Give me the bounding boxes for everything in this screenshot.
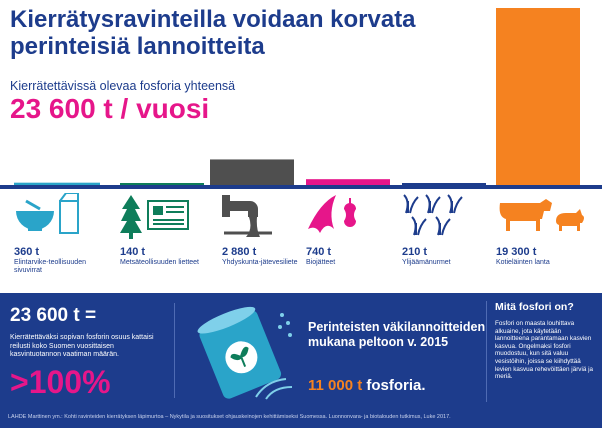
summary-description: Kierrätettäväksi sopivan fosforin osuus kattaisi reilusti koko Suomen vuosittaisen kasvintuotannon vaatiman määrän. — [10, 334, 154, 358]
total-caption: Kierrätettävissä olevaa fosforia yhteensä — [10, 79, 236, 93]
value-label: 210 t — [402, 246, 428, 258]
info-answer: Fosfori on maasta louhittava alkuaine, jota käytetään lannoitteena parantamaan kasvien kasvua. Ongelmaksi fosfori muodostuu, kun sitä valuu vesistöihin, joissa se kiihdyttää levien kasvua rehevöittäen järviä ja meriä. — [495, 320, 594, 381]
value-label: 2 880 t — [222, 246, 257, 258]
bar-chart — [0, 0, 602, 190]
source-text: LÄHDE Marttinen ym.: Kohti ravinteiden kierrätyksen läpimurtoa – Nykytila ja suositukset ohjauskeinojen kehittämiseksi Suomessa. Luonnonvara- ja biotalouden tutkimus, Luke 2017. — [8, 414, 451, 420]
tree-and-paper-icon — [120, 193, 192, 241]
summary-percent: >100% — [10, 364, 111, 400]
fertilizer-bag-icon — [186, 301, 296, 401]
amount-value: 11 000 t — [308, 377, 363, 394]
bar-6 — [496, 8, 580, 186]
divider — [174, 303, 175, 398]
category-biowaste — [306, 191, 398, 283]
category-manure — [496, 191, 596, 283]
conventional-fertilizer-text: Perinteisten väkilannoitteiden mukana peltoon v. 2015 — [308, 320, 486, 349]
sewage-pipe-icon — [222, 193, 278, 241]
bar-3 — [210, 159, 294, 186]
grass-icon — [402, 193, 472, 241]
value-label: 360 t — [14, 246, 40, 258]
value-label: 19 300 t — [496, 246, 537, 258]
bowl-and-milk-carton-icon — [14, 193, 84, 239]
category-label: Metsäteollisuuden lietteet — [120, 259, 199, 266]
category-forest-industry — [120, 191, 210, 283]
info-question: Mitä fosfori on? — [495, 301, 574, 313]
info-box — [486, 301, 594, 402]
chart-baseline — [0, 185, 602, 189]
total-value: 23 600 t / vuosi — [10, 93, 210, 124]
category-food-industry — [14, 191, 102, 283]
category-label: Ylijäämänurmet — [402, 259, 451, 266]
value-label: 740 t — [306, 246, 332, 258]
category-label: Elintarvike-teollisuuden sivuvirrat — [14, 259, 86, 274]
summary-panel — [0, 293, 602, 408]
amount-unit: fosforia. — [366, 377, 426, 394]
value-label: 140 t — [120, 246, 146, 258]
summary-total: 23 600 t = — [10, 305, 97, 326]
category-sewage-sludge — [222, 191, 306, 283]
cow-and-pig-icon — [496, 193, 586, 241]
category-label: Kotieläinten lanta — [496, 259, 550, 266]
category-label: Biojätteet — [306, 259, 336, 266]
conventional-fertilizer-amount — [308, 377, 426, 394]
banana-and-apple-core-icon — [306, 193, 366, 241]
page-title: Kierrätysravinteilla voidaan korvata perinteisiä lannoitteita — [10, 6, 416, 60]
category-surplus-grass — [402, 191, 492, 283]
category-label: Yhdyskunta-jätevesiliete — [222, 259, 298, 266]
